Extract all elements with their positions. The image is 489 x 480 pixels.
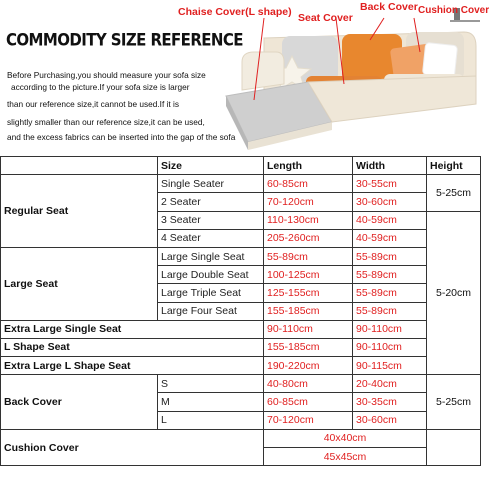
length-header: Length	[264, 157, 353, 175]
size-type: L	[158, 411, 264, 429]
length-value: 55-89cm	[264, 247, 353, 265]
width-value: 20-40cm	[353, 375, 427, 393]
height-value: 5-20cm	[427, 211, 481, 375]
length-value: 190-220cm	[264, 357, 353, 375]
size-type: S	[158, 375, 264, 393]
size-type: Large Double Seat	[158, 266, 264, 284]
group-extra-large-single-seat: Extra Large Single Seat	[1, 320, 264, 338]
height-value: 5-25cm	[427, 375, 481, 430]
group-cushion-cover: Cushion Cover	[1, 429, 264, 465]
cushion-size: 45x45cm	[264, 448, 427, 466]
intro-line: Before Purchasing,you should measure your sofa size	[7, 70, 206, 80]
width-value: 55-89cm	[353, 266, 427, 284]
width-value: 30-35cm	[353, 393, 427, 411]
size-type: Single Seater	[158, 175, 264, 193]
width-value: 90-115cm	[353, 357, 427, 375]
width-value: 90-110cm	[353, 338, 427, 356]
height-header: Height	[427, 157, 481, 175]
size-type: 3 Seater	[158, 211, 264, 229]
callout-cushion-cover: Cushion Cover	[418, 5, 489, 16]
group-extra-large-l-shape-seat: Extra Large L Shape Seat	[1, 357, 264, 375]
width-value: 30-55cm	[353, 175, 427, 193]
table-row	[1, 320, 481, 338]
length-value: 60-85cm	[264, 393, 353, 411]
length-value: 205-260cm	[264, 229, 353, 247]
callout-back-cover: Back Cover	[360, 1, 418, 13]
intro-line: than our reference size,it cannot be used.If it is	[7, 99, 180, 109]
intro-line: and the excess fabrics can be inserted into the gap of the sofa	[7, 132, 236, 142]
throw-pillow-white	[422, 42, 457, 77]
size-type: M	[158, 393, 264, 411]
length-value: 70-120cm	[264, 193, 353, 211]
width-value: 40-59cm	[353, 211, 427, 229]
height-value: 5-25cm	[427, 175, 481, 211]
table-row	[1, 357, 481, 375]
table-header-row	[1, 157, 481, 175]
size-type: 4 Seater	[158, 229, 264, 247]
size-type: 2 Seater	[158, 193, 264, 211]
width-value: 40-59cm	[353, 229, 427, 247]
length-value: 110-130cm	[264, 211, 353, 229]
callout-seat-cover: Seat Cover	[298, 12, 353, 24]
group-back-cover: Back Cover	[1, 375, 158, 430]
intro-line: slightly smaller than our reference size,it can be used,	[7, 117, 205, 127]
table-row	[1, 175, 481, 193]
length-value: 90-110cm	[264, 320, 353, 338]
length-value: 70-120cm	[264, 411, 353, 429]
size-type: Large Single Seat	[158, 247, 264, 265]
width-value: 30-60cm	[353, 411, 427, 429]
length-value: 100-125cm	[264, 266, 353, 284]
width-value: 90-110cm	[353, 320, 427, 338]
table-row	[1, 338, 481, 356]
group-regular-seat: Regular Seat	[1, 175, 158, 248]
table-row	[1, 375, 481, 393]
width-value: 55-89cm	[353, 302, 427, 320]
group-l-shape-seat: L Shape Seat	[1, 338, 264, 356]
intro-line: according to the picture.If your sofa size is larger	[11, 82, 190, 92]
length-value: 155-185cm	[264, 338, 353, 356]
callout-chaise-cover: Chaise Cover(L shape)	[178, 6, 292, 18]
size-table	[0, 156, 481, 466]
page-title: COMMODITY SIZE REFERENCE	[6, 30, 243, 50]
length-value: 125-155cm	[264, 284, 353, 302]
group-header-cell	[1, 157, 158, 175]
sofa-illustration	[224, 18, 480, 152]
size-header: Size	[158, 157, 264, 175]
table-row	[1, 429, 481, 447]
width-value: 55-89cm	[353, 284, 427, 302]
length-value: 40-80cm	[264, 375, 353, 393]
size-type: Large Triple Seat	[158, 284, 264, 302]
group-large-seat: Large Seat	[1, 247, 158, 320]
cushion-size: 40x40cm	[264, 429, 427, 447]
width-value: 55-89cm	[353, 247, 427, 265]
length-value: 155-185cm	[264, 302, 353, 320]
table-row	[1, 247, 481, 265]
width-header: Width	[353, 157, 427, 175]
length-value: 60-85cm	[264, 175, 353, 193]
size-type: Large Four Seat	[158, 302, 264, 320]
empty-cell	[427, 429, 481, 465]
width-value: 30-60cm	[353, 193, 427, 211]
